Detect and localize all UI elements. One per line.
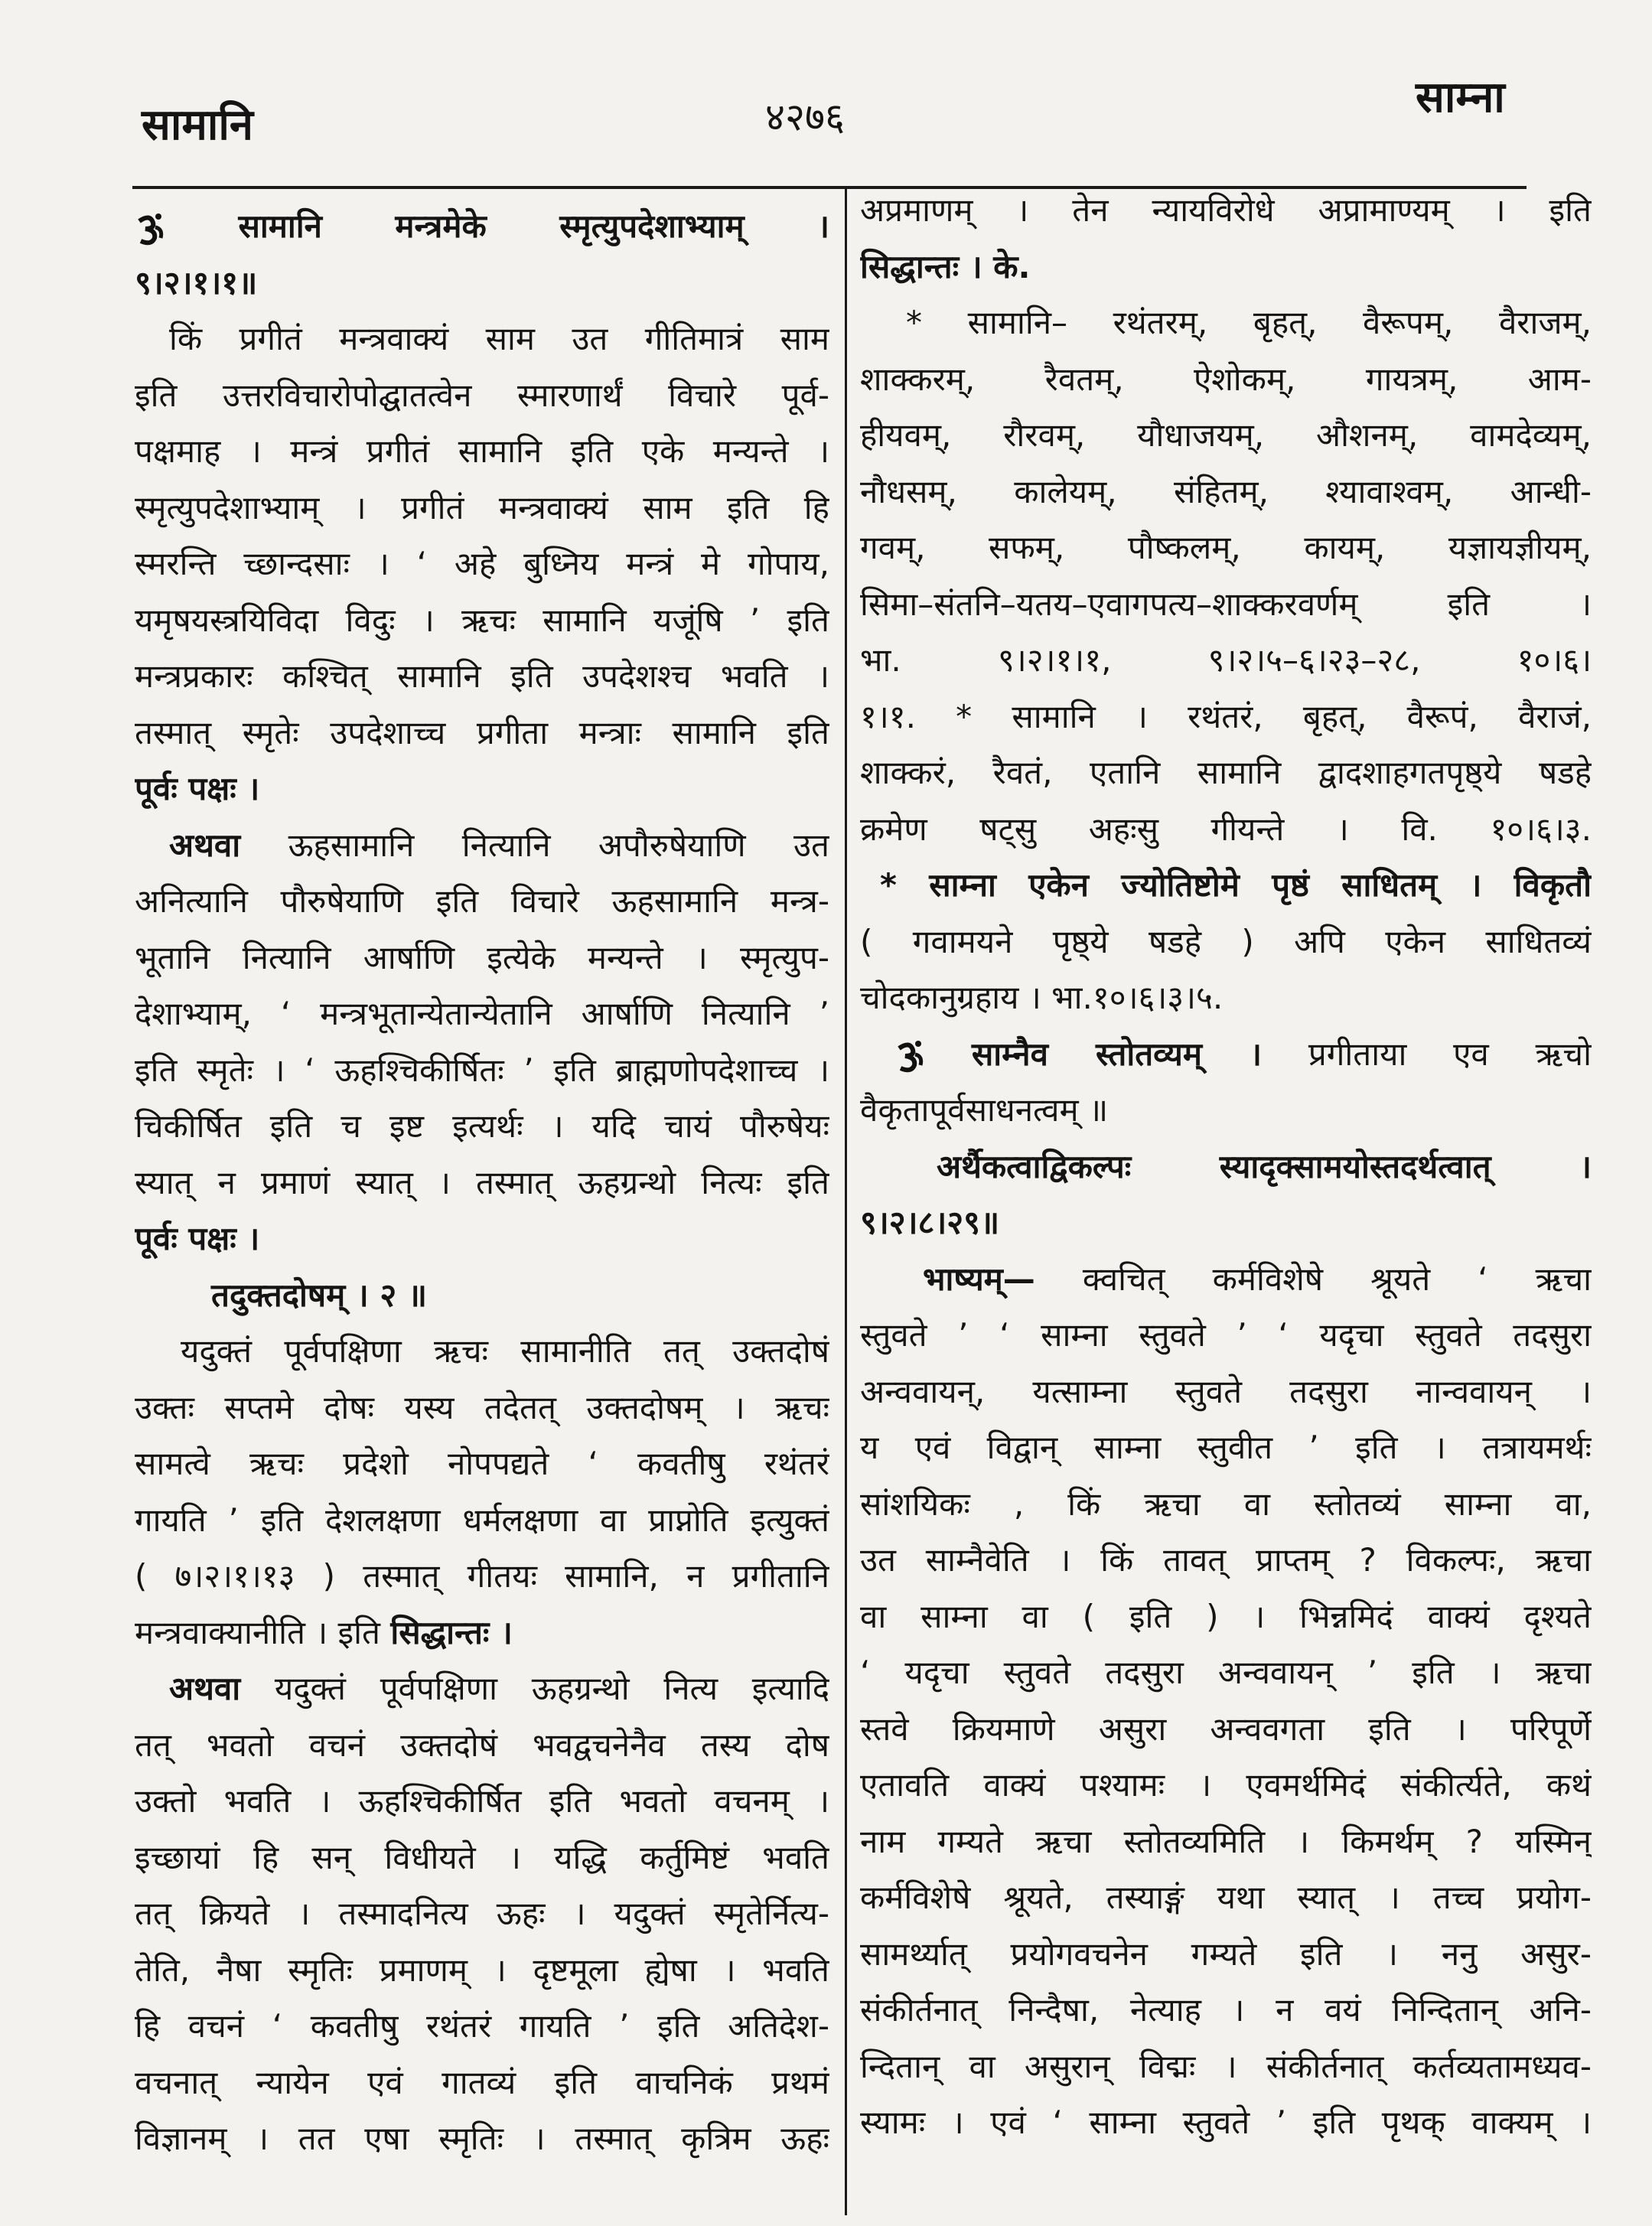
text-line: यमृषयस्त्रयिविदा विदुः । ऋचः सामानि यजूंषि ’ इति [135, 601, 829, 639]
text-line: इति उत्तरविचारोपोद्घातत्वेन स्मारणार्थं विचारे पूर्व- [135, 376, 829, 414]
text-line: इति स्मृतेः । ‘ ऊहश्चिकीर्षितः ’ इति ब्राह्मणोपदेशाच्च । [135, 1051, 829, 1089]
text-line: उक्तो भवति । ऊहश्चिकीर्षित इति भवतो वचनम् । [135, 1782, 829, 1820]
line-lead: अथवा [169, 826, 241, 864]
text-line: कर्मविशेषे श्रूयते, तस्याङ्गं यथा स्यात् । तच्च प्रयोग- [860, 1879, 1592, 1916]
text-line: तत् क्रियते । तस्मादनित्य ऊहः । यदुक्तं स्मृतेर्नित्य- [135, 1895, 829, 1932]
left-running-headword: सामानि [142, 100, 253, 150]
text-line: शाक्करं, रैवतं, एतानि सामानि द्वादशाहगतपृष्ठ्ये षडहे [860, 754, 1592, 791]
text-line: गवम्, सफम्, पौष्कलम्, कायम्, यज्ञायज्ञीयम्, [860, 529, 1592, 566]
text-line: सामत्वे ऋचः प्रदेशो नोपपद्यते ‘ कवतीषु रथंतरं [135, 1445, 829, 1482]
sutra-reference: ९।२।१।१॥ [135, 263, 258, 301]
text-line: तत् भवतो वचनं उक्तदोषं भवद्वचनेनैव तस्य दोष [135, 1726, 829, 1764]
line-lead: भाष्यम्— [923, 1260, 1035, 1298]
section-label: पूर्वः पक्षः । [135, 1220, 260, 1257]
text-line: स्यात् न प्रमाणं स्यात् । तस्मात् ऊहग्रन्थो नित्यः इति [135, 1163, 829, 1201]
text-line: यदुक्तं पूर्वपक्षिणा ऋचः सामानीति तत् उक्तदोषं [181, 1332, 829, 1370]
text-line: स्मरन्ति च्छान्दसाः । ‘ अहे बुध्निय मन्त्रं मे गोपाय, [135, 545, 829, 582]
text-line: वा साम्ना वा ( इति ) । भिन्नमिदं वाक्यं दृश्यते [860, 1597, 1592, 1635]
text-line: य एवं विद्वान् साम्ना स्तुवीत ’ इति । तत्रायमर्थः [860, 1429, 1592, 1466]
text-line: * साम्ना एकेन ज्योतिष्टोमे पृष्ठं साधितम् । विकृतौ [880, 866, 1592, 904]
text-line: मन्त्रप्रकारः कश्चित् सामानि इति उपदेशश्च भवति । [135, 657, 829, 695]
text-line: चिकीर्षित इति च इष्ट इत्यर्थः । यदि चायं पौरुषेयः [135, 1107, 829, 1145]
text-line: देशाभ्याम्, ‘ मन्त्रभूतान्येतान्येतानि आर्षाणि नित्यानि ’ [135, 995, 829, 1032]
sutra-mark-icon [894, 1039, 925, 1073]
text-line: हि वचनं ‘ कवतीषु रथंतरं गायति ’ इति अतिदेश- [135, 2007, 829, 2045]
text-line: एतावति वाक्यं पश्यामः । एवमर्थमिदं संकीर्त्यते, कथं [860, 1766, 1592, 1804]
text-line: स्तुवते ’ ‘ साम्ना स्तुवते ’ ‘ यदृचा स्तुवते तदसुरा [860, 1316, 1592, 1354]
text-line: हीयवम्, रौरवम्, यौधाजयम्, औशनम्, वामदेव्यम्, [860, 416, 1592, 454]
text-line [135, 1661, 829, 1717]
line-lead: अथवा [169, 1670, 241, 1707]
text-line: किं प्रगीतं मन्त्रवाक्यं साम उत गीतिमात्रं साम [169, 320, 829, 357]
text-line: सिमा–संतनि–यतय–एवागपत्य–शाक्करवर्णम् इति । [860, 585, 1592, 623]
sutra-reference: ९।२।८।२९॥ [860, 1204, 1000, 1241]
text-line: * सामानि– रथंतरम्, बृहत्, वैरूपम्, वैराजम्, [906, 304, 1592, 341]
sutra-text: साम्नैव स्तोतव्यम् । [971, 1035, 1263, 1073]
text-line: अन्ववायन्, यत्साम्ना स्तुवते तदसुरा नान्ववायन् । [860, 1372, 1592, 1410]
line-tail: सिद्धान्तः । [390, 1613, 513, 1651]
left-column [135, 198, 829, 2172]
line-text: क्वचित् कर्मविशेषे श्रूयते ‘ ऋचा [1082, 1260, 1592, 1298]
text-line [860, 1251, 1592, 1308]
text-line: अप्रमाणम् । तेन न्यायविरोधे अप्रामाण्यम् । इति [860, 191, 1592, 229]
text-line: क्रमेण षट्सु अहःसु गीयन्ते । वि. १०।६।३. [860, 810, 1592, 848]
text-line: संकीर्तनात् निन्दैषा, नेत्याह । न वयं निन्दितान् अनि- [860, 1991, 1592, 2029]
text-line: १।१. * सामानि । रथंतरं, बृहत्, वैरूपं, वैराजं, [860, 697, 1592, 735]
text-line: शाक्करम्, रैवतम्, ऐशोकम्, गायत्रम्, आम- [860, 360, 1592, 398]
text-line: भूतानि नित्यानि आर्षाणि इत्येके मन्यन्ते । स्मृत्युप- [135, 938, 829, 976]
text-line: वचनात् न्यायेन एवं गातव्यं इति वाचनिकं प्रथमं [135, 2063, 829, 2101]
text-line: वैकृतापूर्वसाधनत्वम् ॥ [860, 1091, 1109, 1129]
text-line [135, 1605, 829, 1661]
text-line: गायति ’ इति देशलक्षणा धर्मलक्षणा वा प्राप्नोति इत्युक्तं [135, 1501, 829, 1539]
text-line: स्मृत्युपदेशाभ्याम् । प्रगीतं मन्त्रवाक्यं साम इति हि [135, 488, 829, 526]
text-line: ‘ यदृचा स्तुवते तदसुरा अन्ववायन् ’ इति । ऋचा [860, 1654, 1592, 1691]
text-line: तेति, नैषा स्मृतिः प्रमाणम् । दृष्टमूला ह्येषा । भवति [135, 1951, 829, 1989]
text-line: भा. ९।२।१।१, ९।२।५–६।२३–२८, १०।६। [860, 641, 1592, 679]
text-line: उत साम्नैवेति । किं तावत् प्राप्तम् ? विकल्पः, ऋचा [860, 1541, 1592, 1579]
sutra-line [860, 1026, 1592, 1083]
text-line: सामर्थ्यात् प्रयोगवचनेन गम्यते इति । ननु असुर- [860, 1934, 1592, 1973]
text-line: पक्षमाह । मन्त्रं प्रगीतं सामानि इति एके मन्यन्ते । [135, 432, 829, 470]
section-label: सिद्धान्तः । के. [860, 247, 1031, 285]
text-line: तस्मात् स्मृतेः उपदेशाच्च प्रगीता मन्त्राः सामानि इति [135, 713, 829, 751]
text-line: नौधसम्, कालेयम्, संहितम्, श्यावाश्वम्, आन्धी- [860, 472, 1592, 510]
sutra-heading: तदुक्तदोषम् । २ ॥ [211, 1276, 428, 1314]
text-line: स्तवे क्रियमाणे असुरा अन्ववगता इति । परिपूर्णे [860, 1709, 1592, 1748]
right-column [860, 182, 1592, 2156]
adhikarana-sutra: अर्थैकत्वाद्विकल्पः स्यादृक्सामयोस्तदर्थत्वात् । [937, 1147, 1592, 1185]
text-line: ( गवामयने पृष्ठ्ये षडहे ) अपि एकेन साधितव्यं [860, 922, 1592, 960]
page-number: ४२७६ [765, 95, 845, 139]
text-line: अनित्यानि पौरुषेयाणि इति विचारे ऊहसामानि मन्त्र- [135, 882, 829, 920]
line-text: यदुक्तं पूर्वपक्षिणा ऊहग्रन्थो नित्य इत्यादि [274, 1670, 829, 1707]
text-line: न्दितान् वा असुरान् विद्मः । संकीर्तनात् कर्तव्यतामध्यव- [860, 2047, 1592, 2085]
text-line: उक्तः सप्तमे दोषः यस्य तदेतत् उक्तदोषम् । ऋचः [135, 1388, 829, 1426]
line-text: ऊहसामानि नित्यानि अपौरुषेयाणि उत [288, 826, 829, 864]
text-line: सांशयिकः , किं ऋचा वा स्तोतव्यं साम्ना वा, [860, 1485, 1592, 1523]
text-line: ( ७।२।१।१३ ) तस्मात् गीतयः सामानि, न प्रगीतानि [135, 1557, 829, 1595]
text-line: इच्छायां हि सन् विधीयते । यद्धि कर्तुमिष्टं भवति [135, 1838, 829, 1876]
line-text: मन्त्रवाक्यानीति । इति [135, 1613, 380, 1651]
text-line: विज्ञानम् । तत एषा स्मृतिः । तस्मात् कृत्रिम ऊहः [135, 2120, 829, 2157]
text-line: चोदकानुग्रहाय । भा.१०।६।३।५. [860, 979, 1224, 1016]
column-divider [845, 187, 847, 2215]
section-label: पूर्वः पक्षः । [135, 770, 260, 807]
right-running-headword: साम्ना [1416, 73, 1505, 122]
sutra-text: सामानि मन्त्रमेके स्मृत्युपदेशाभ्याम् । [238, 207, 829, 245]
line-text: प्रगीताया एव ऋचो [1308, 1035, 1592, 1073]
sutra-mark-icon [135, 212, 165, 246]
sutra-line [135, 198, 829, 255]
text-line: नाम गम्यते ऋचा स्तोतव्यमिति । किमर्थम् ? यस्मिन् [860, 1822, 1592, 1860]
text-line: स्यामः । एवं ‘ साम्ना स्तुवते ’ इति पृथक् वाक्यम् । [860, 2104, 1592, 2141]
text-line [135, 817, 829, 874]
